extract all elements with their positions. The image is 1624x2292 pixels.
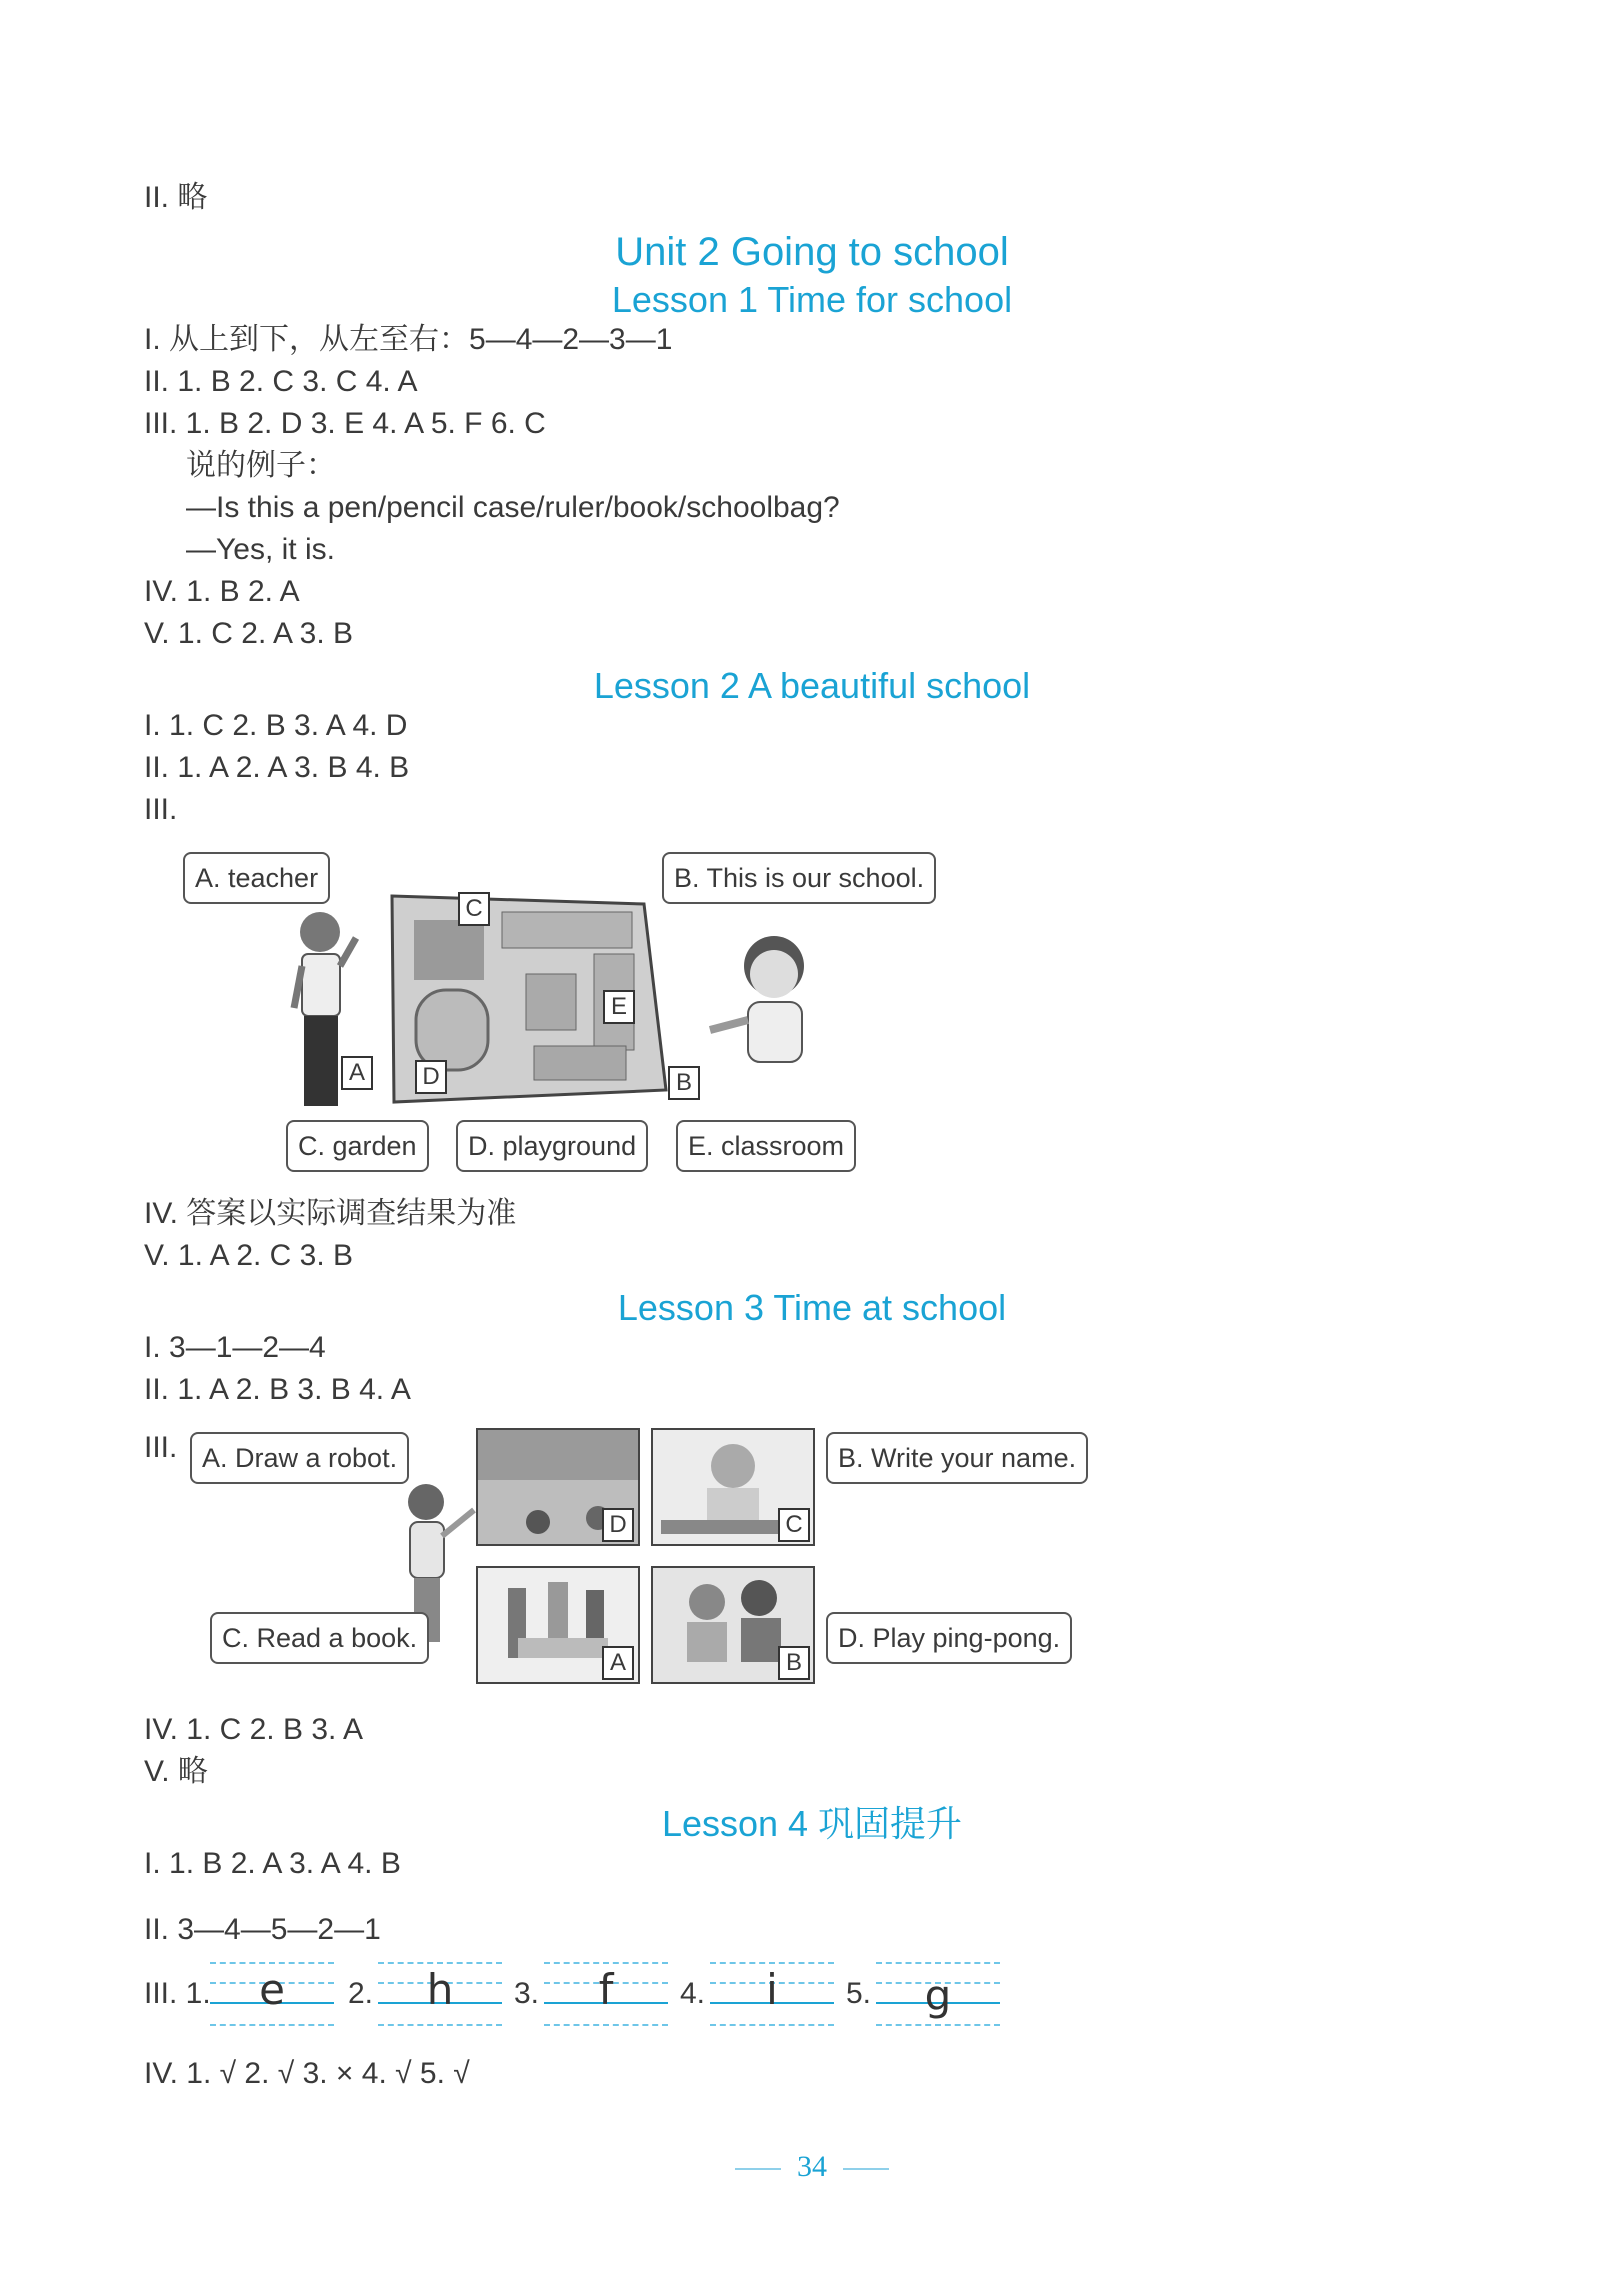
item-number: 2. xyxy=(348,1977,374,2010)
tag-c: C xyxy=(778,1508,810,1542)
tag-a: A xyxy=(341,1056,373,1090)
tag-a: A xyxy=(602,1646,634,1680)
boy-figure xyxy=(702,920,842,1080)
answer-line: II. 1. B 2. C 3. C 4. A xyxy=(144,365,418,398)
lesson2-title: Lesson 2 A beautiful school xyxy=(593,665,1031,706)
page-number-text: 34 xyxy=(797,2150,827,2183)
answer-letter: g xyxy=(924,1971,952,2020)
tag-d: D xyxy=(602,1508,634,1542)
writing-lines-4 xyxy=(710,1962,834,2026)
example-line: —Is this a pen/pencil case/ruler/book/schoolbag? xyxy=(186,491,840,524)
answer-letter: i xyxy=(766,1965,778,2014)
lesson4-title: Lesson 4 巩固提升 xyxy=(661,1803,963,1844)
answer-line: I. 3—1—2—4 xyxy=(144,1331,326,1364)
answer-line: IV. 1. B 2. A xyxy=(144,575,300,608)
tag-d: D xyxy=(415,1060,447,1094)
unit-title: Unit 2 Going to school xyxy=(615,230,1009,274)
answer-line: V. 1. A 2. C 3. B xyxy=(144,1239,354,1272)
answer-line: V. 略 xyxy=(144,1755,208,1788)
answer-line: V. 1. C 2. A 3. B xyxy=(144,617,354,650)
answer-letter: f xyxy=(598,1965,614,2014)
answer-line: IV. 答案以实际调查结果为准 xyxy=(144,1197,517,1230)
answer-line: III. 1. B 2. D 3. E 4. A 5. F 6. C xyxy=(144,407,546,440)
answer-line: I. 从上到下，从左至右：5—4—2—3—1 xyxy=(144,323,673,356)
answer-line: IV. 1. √ 2. √ 3. × 4. √ 5. √ xyxy=(144,2057,470,2090)
label-classroom: E. classroom xyxy=(676,1120,856,1172)
answer-line: II. 略 xyxy=(144,181,208,214)
tag-b: B xyxy=(668,1066,700,1100)
item-number: 5. xyxy=(846,1977,872,2010)
lesson3-title: Lesson 3 Time at school xyxy=(617,1287,1007,1328)
answer-line: III. 1. xyxy=(144,1977,211,2010)
example-line: —Yes, it is. xyxy=(186,533,335,566)
label-play-ping-pong: D. Play ping-pong. xyxy=(826,1612,1072,1664)
page-number-dash xyxy=(735,2168,781,2170)
answer-line: I. 1. C 2. B 3. A 4. D xyxy=(144,709,408,742)
item-number: 3. xyxy=(514,1977,540,2010)
answer-line: I. 1. B 2. A 3. A 4. B xyxy=(144,1847,401,1880)
writing-lines-3 xyxy=(544,1962,668,2026)
label-draw-robot: A. Draw a robot. xyxy=(190,1432,409,1484)
answer-line: III. xyxy=(144,1431,178,1464)
label-teacher: A. teacher xyxy=(183,852,330,904)
tag-e: E xyxy=(603,990,635,1024)
label-playground: D. playground xyxy=(456,1120,648,1172)
answer-line: II. 1. A 2. B 3. B 4. A xyxy=(144,1373,411,1406)
label-garden: C. garden xyxy=(286,1120,429,1172)
answer-line: II. 1. A 2. A 3. B 4. B xyxy=(144,751,410,784)
page-number xyxy=(0,2150,1624,2184)
page-number-dash xyxy=(843,2168,889,2170)
tag-c: C xyxy=(458,892,490,926)
writing-lines-2 xyxy=(378,1962,502,2026)
lesson1-title: Lesson 1 Time for school xyxy=(611,279,1013,320)
label-our-school: B. This is our school. xyxy=(662,852,936,904)
item-number: 4. xyxy=(680,1977,706,2010)
tag-b: B xyxy=(778,1646,810,1680)
answer-line: II. 3—4—5—2—1 xyxy=(144,1913,381,1946)
answer-line: IV. 1. C 2. B 3. A xyxy=(144,1713,364,1746)
example-line: 说的例子： xyxy=(186,449,336,482)
writing-lines-5 xyxy=(876,1962,1000,2026)
answer-letter: h xyxy=(426,1965,454,2014)
writing-lines-1 xyxy=(210,1962,334,2026)
answer-line: III. xyxy=(144,793,178,826)
label-read-book: C. Read a book. xyxy=(210,1612,429,1664)
answer-letter: e xyxy=(259,1965,285,2014)
label-write-name: B. Write your name. xyxy=(826,1432,1088,1484)
